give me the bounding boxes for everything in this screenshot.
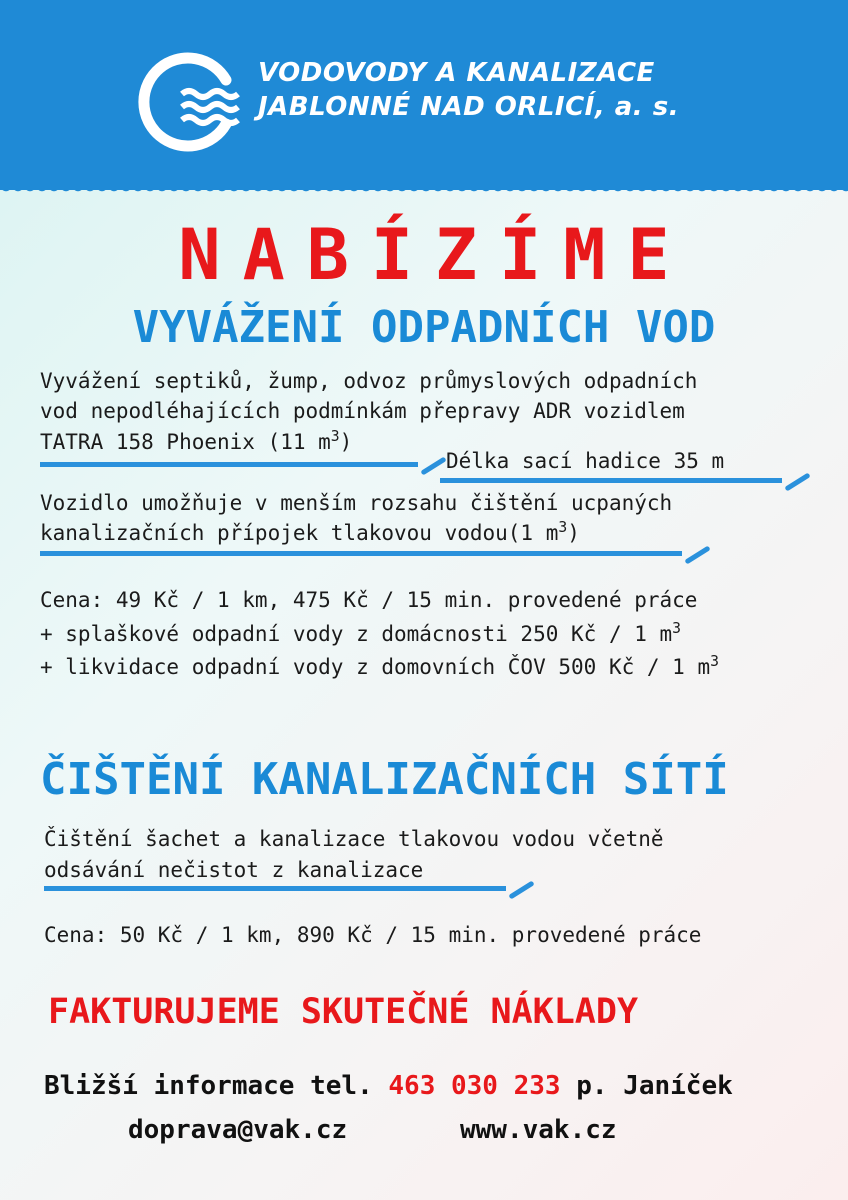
capability-text-end: ) (567, 521, 580, 545)
sewage-price-text: + splaškové odpadní vody z domácnosti 250 Kč / 1 m (40, 622, 673, 646)
section1-underline-2 (40, 551, 682, 556)
water-waves-circle-logo-icon (136, 50, 240, 154)
section1-capability-line2 (40, 518, 580, 548)
section2-underline (44, 886, 506, 891)
company-name-line1: VODOVODY A KANALIZACE (258, 58, 655, 88)
sewage-price-exponent: 3 (672, 620, 681, 637)
capability-text: kanalizačních přípojek tlakovou vodou(1 m (40, 521, 559, 545)
section1-desc-line1: Vyvážení septiků, žump, odvoz průmyslových odpadních (40, 369, 698, 393)
section2-price: Cena: 50 Kč / 1 km, 890 Kč / 15 min. provedené práce (44, 923, 702, 947)
vehicle-text: TATRA 158 Phoenix (11 m (40, 430, 331, 454)
contact-prefix: Bližší informace tel. (44, 1071, 373, 1101)
section1-price-line2 (40, 619, 681, 649)
billing-notice: FAKTURUJEME SKUTEČNÉ NÁKLADY (48, 992, 639, 1032)
contact-person: p. Janíček (576, 1071, 733, 1101)
section1-desc-line3 (40, 427, 352, 457)
contact-phone[interactable]: 463 030 233 (388, 1071, 561, 1101)
company-name (258, 56, 679, 124)
section2-desc-line2: odsávání nečistot z kanalizace (44, 858, 424, 882)
page-title: NABÍZÍME (178, 214, 692, 296)
section1-heading: VYVÁŽENÍ ODPADNÍCH VOD (132, 302, 716, 353)
section2-desc-line1: Čištění šachet a kanalizace tlakovou vodou včetně (44, 827, 664, 851)
header-scalloped-edge (0, 186, 848, 194)
contact-line (44, 1071, 733, 1101)
hose-underline (440, 478, 782, 483)
hose-length: Délka sací hadice 35 m (446, 449, 725, 473)
section1-capability-line1: Vozidlo umožňuje v menším rozsahu čištění ucpaných (40, 491, 673, 515)
section2-heading: ČIŠTĚNÍ KANALIZAČNÍCH SÍTÍ (40, 754, 729, 805)
contact-email[interactable]: doprava@vak.cz (128, 1115, 348, 1145)
section1-underline-1 (40, 462, 418, 467)
section1-price-line1: Cena: 49 Kč / 1 km, 475 Kč / 15 min. provedené práce (40, 588, 698, 612)
cov-price-text: + likvidace odpadní vody z domovních ČOV 500 Kč / 1 m (40, 655, 711, 679)
vehicle-text-end: ) (339, 430, 353, 454)
vehicle-volume-exponent: 3 (330, 428, 340, 445)
cov-price-exponent: 3 (710, 653, 719, 670)
section1-price-line3 (40, 652, 719, 682)
section1-desc-line2: vod nepodléhajících podmínkám přepravy ADR vozidlem (40, 399, 685, 423)
capability-exponent: 3 (558, 519, 568, 536)
company-name-line2: JABLONNÉ NAD ORLICÍ, a. s. (258, 92, 680, 122)
contact-website[interactable]: www.vak.cz (460, 1115, 617, 1145)
